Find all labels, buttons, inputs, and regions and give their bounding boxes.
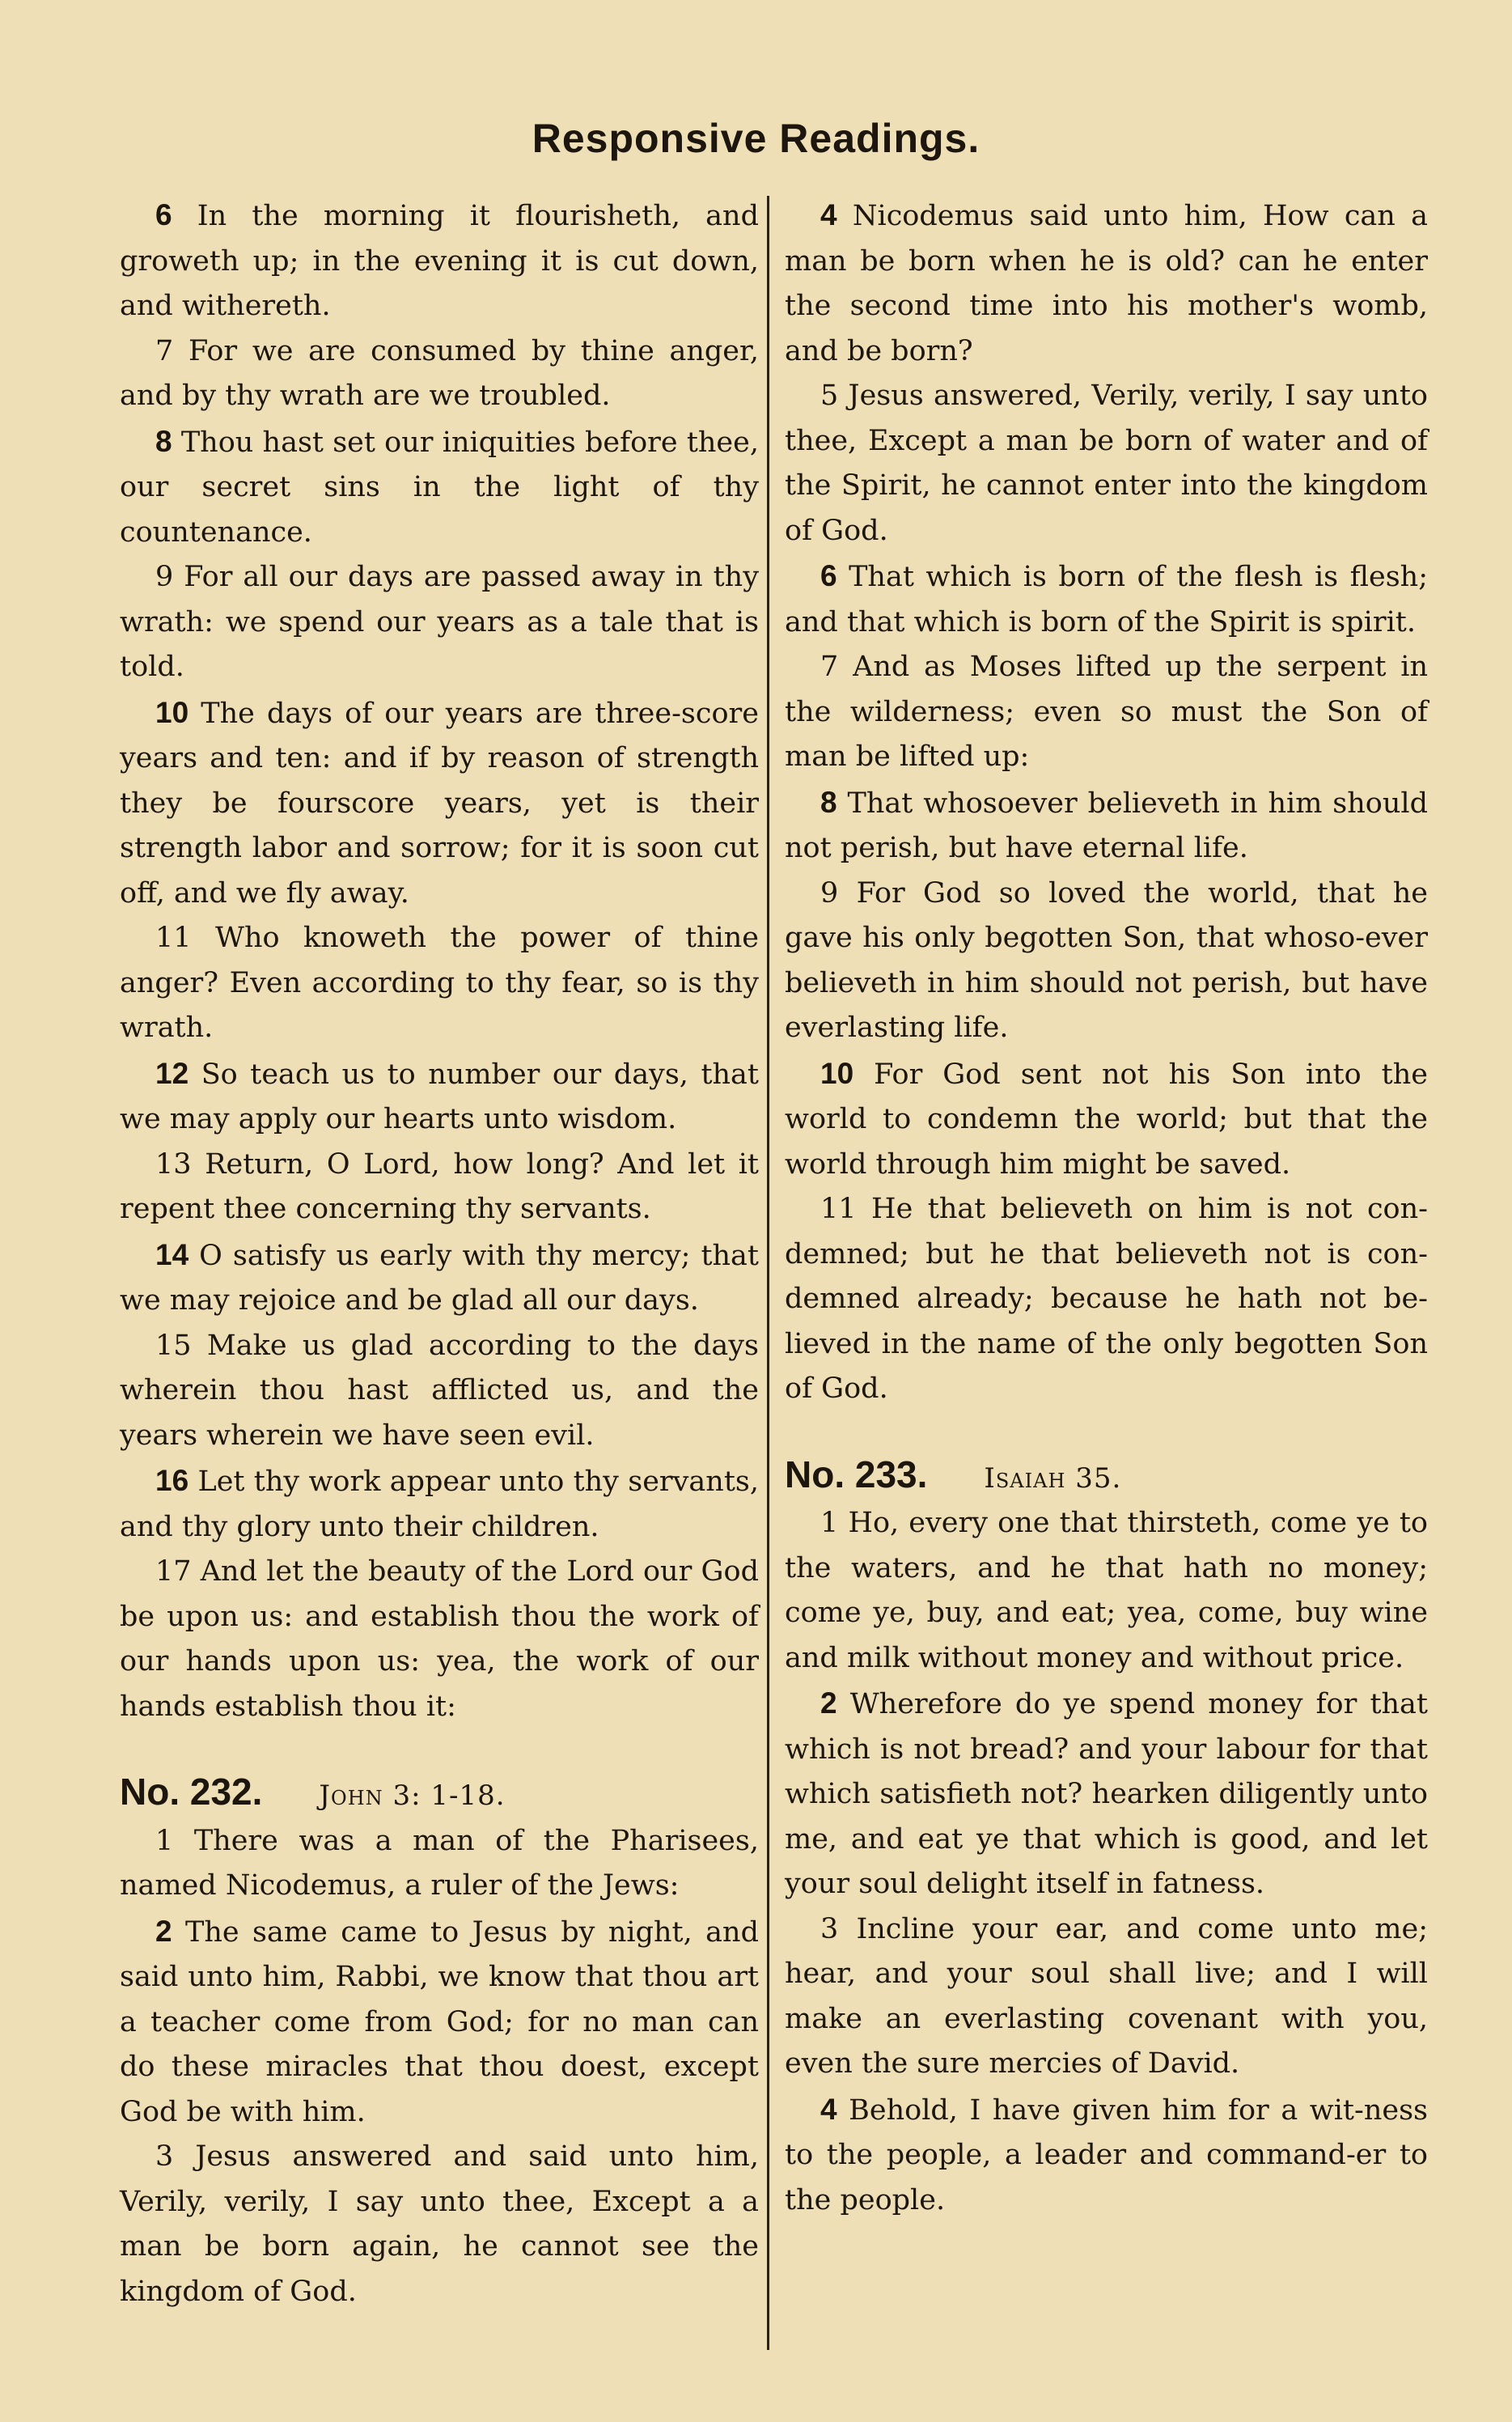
verse-text: That which is born of the flesh is flesh; and that which is born of the Spirit is spirit. xyxy=(785,561,1428,638)
verse-text: And as Moses lifted up the serpent in the wilderness; even so must the Son of man be lifted up: xyxy=(785,651,1428,773)
verse-number: 9 xyxy=(820,876,839,910)
verse-number: 4 xyxy=(820,198,837,231)
verse-number: 8 xyxy=(155,424,172,458)
verse-number: 11 xyxy=(820,1193,857,1225)
reading-232-continued xyxy=(785,193,1428,1412)
reading-heading-233 xyxy=(785,1453,1428,1502)
reading-233-verses xyxy=(785,1501,1428,2223)
reference-chapter: 35. xyxy=(1075,1461,1122,1495)
reading-232-verses xyxy=(120,1819,759,2315)
verse xyxy=(785,374,1428,554)
verse-number: 6 xyxy=(155,198,172,231)
verse xyxy=(785,872,1428,1051)
right-column xyxy=(785,193,1428,2223)
verse xyxy=(120,1051,759,1143)
continued-verses xyxy=(120,193,759,1729)
verse-number: 15 xyxy=(155,1329,192,1362)
verse xyxy=(785,1187,1428,1412)
verse-text: For God sent not his Son into the world to condemn the world; but that the world through him might be saved. xyxy=(785,1058,1428,1181)
reading-number: No. 233. xyxy=(785,1453,928,1495)
page-title: Responsive Readings. xyxy=(532,116,980,161)
verse-text: O satisfy us early with thy mercy; that we may rejoice and be glad all our days. xyxy=(120,1239,759,1317)
verse xyxy=(785,1051,1428,1188)
verse-text: That whosoever believeth in him should not perish, but have eternal life. xyxy=(785,787,1428,864)
verse xyxy=(120,419,759,556)
verse-text: The days of our years are three-score years and ten: and if by reason of strength they be fourscore years, yet is their strength labor and sorrow; for it is soon cut off, and we fly away. xyxy=(120,697,759,910)
verse-text: There was a man of the Pharisees, named Nicodemus, a ruler of the Jews: xyxy=(120,1824,759,1902)
verse-text: Incline your ear, and come unto me; hear, and your soul shall live; and I will make an everlasting covenant with you, even the sure mercies of David. xyxy=(785,1912,1428,2080)
verse-number: 1 xyxy=(820,1507,839,1539)
verse-text: The same came to Jesus by night, and said unto him, Rabbi, we know that thou art a teacher come from God; for no man can do these miracles that thou doest, except God be with him. xyxy=(120,1915,759,2128)
verse-text: Ho, every one that thirsteth, come ye to the waters, and he that hath no money; come ye, buy, and eat; yea, come, buy wine and milk without money and without price. xyxy=(785,1507,1428,1674)
verse-text: And let the beauty of the Lord our God be upon us: and establish thou the work of our hands upon us: yea, the work of our hands establish thou it: xyxy=(120,1555,759,1723)
verse-number: 17 xyxy=(155,1555,192,1588)
verse-number: 16 xyxy=(155,1464,189,1497)
verse-number: 5 xyxy=(820,380,839,412)
verse-number: 3 xyxy=(820,1912,839,1945)
verse-number: 2 xyxy=(155,1914,172,1948)
verse-text: Let thy work appear unto thy servants, and thy glory unto their children. xyxy=(120,1466,759,1543)
verse-number: 1 xyxy=(155,1824,174,1857)
verse xyxy=(120,1909,759,2136)
verse-number: 13 xyxy=(155,1147,192,1181)
verse xyxy=(785,1681,1428,1907)
reference-book: Isaiah xyxy=(984,1461,1066,1495)
verse-text: For God so loved the world, that he gave his only begotten Son, that whoso-ever believeth in him should not perish, but have everlasting life. xyxy=(785,876,1428,1044)
verse-text: Make us glad according to the days wherein thou hast afflicted us, and the years wherein we have seen evil. xyxy=(120,1329,759,1452)
verse-number: 9 xyxy=(155,561,174,593)
verse xyxy=(120,1819,759,1909)
verse-number: 10 xyxy=(155,695,189,729)
verse-number: 12 xyxy=(155,1056,189,1090)
verse xyxy=(120,1232,759,1324)
verse-text: Jesus answered, Verily, verily, I say unto thee, Except a man be born of water and of the Spirit, he cannot enter into the kingdom of God. xyxy=(785,380,1428,547)
left-column xyxy=(120,193,759,2314)
verse xyxy=(120,1458,759,1550)
verse-text: Jesus answered and said unto him, Verily, verily, I say unto thee, Except a a man be born again, he cannot see the kingdom of God. xyxy=(120,2140,759,2308)
verse-text: He that believeth on him is not con-demned; but he that believeth not is con-demned already; because he hath not be-lieved in the name of the only begotten Son of God. xyxy=(785,1193,1428,1405)
verse xyxy=(120,690,759,917)
verse-text: Who knoweth the power of thine anger? Even according to thy fear, so is thy wrath. xyxy=(120,922,759,1044)
verse-text: So teach us to number our days, that we may apply our hearts unto wisdom. xyxy=(120,1058,759,1135)
reference-book: John xyxy=(319,1779,383,1812)
verse xyxy=(785,554,1428,645)
scripture-reference xyxy=(319,1774,505,1819)
verse xyxy=(120,1324,759,1459)
verse xyxy=(120,329,759,419)
verse-number: 4 xyxy=(820,2092,837,2126)
verse-text: Thou hast set our iniquities before thee, our secret sins in the light of thy countenance. xyxy=(120,426,759,549)
verse-number: 3 xyxy=(155,2140,174,2173)
verse-number: 7 xyxy=(155,334,174,367)
verse xyxy=(120,2135,759,2314)
verse xyxy=(120,555,759,690)
verse-number: 6 xyxy=(820,559,837,592)
reference-chapter: 3: 1-18. xyxy=(392,1779,506,1812)
verse-number: 10 xyxy=(820,1056,854,1090)
verse xyxy=(785,1907,1428,2087)
verse xyxy=(785,645,1428,780)
verse-text: For we are consumed by thine anger, and by thy wrath are we troubled. xyxy=(120,334,759,412)
verse-text: Wherefore do ye spend money for that which is not bread? and your labour for that which satisfieth not? hearken diligently unto me, and eat ye that which is good, and let your soul delight itself in fatness. xyxy=(785,1688,1428,1900)
verse-number: 7 xyxy=(820,651,839,683)
reading-number: No. 232. xyxy=(120,1771,263,1813)
verse-text: Behold, I have given him for a wit-ness to the people, a leader and command-er to the people. xyxy=(785,2093,1428,2216)
column-divider xyxy=(767,196,769,2350)
verse xyxy=(120,1550,759,1729)
verse-number: 2 xyxy=(820,1686,837,1720)
verse xyxy=(120,916,759,1051)
reading-heading-232 xyxy=(120,1770,759,1819)
verse xyxy=(785,2087,1428,2224)
verse-number: 14 xyxy=(155,1237,189,1271)
verse-text: In the morning it flourisheth, and groweth up; in the evening it is cut down, and withereth. xyxy=(120,200,759,322)
verse xyxy=(120,193,759,329)
verse xyxy=(120,1143,759,1232)
verse-number: 8 xyxy=(820,785,837,819)
verse-text: For all our days are passed away in thy wrath: we spend our years as a tale that is told. xyxy=(120,561,759,683)
verse-text: Nicodemus said unto him, How can a man be born when he is old? can he enter the second time into his mother's womb, and be born? xyxy=(785,200,1428,367)
verse xyxy=(785,780,1428,872)
scripture-reference xyxy=(984,1457,1121,1502)
verse xyxy=(785,193,1428,374)
verse-text: Return, O Lord, how long? And let it repent thee concerning thy servants. xyxy=(120,1147,759,1225)
verse xyxy=(785,1501,1428,1681)
verse-number: 11 xyxy=(155,922,192,954)
